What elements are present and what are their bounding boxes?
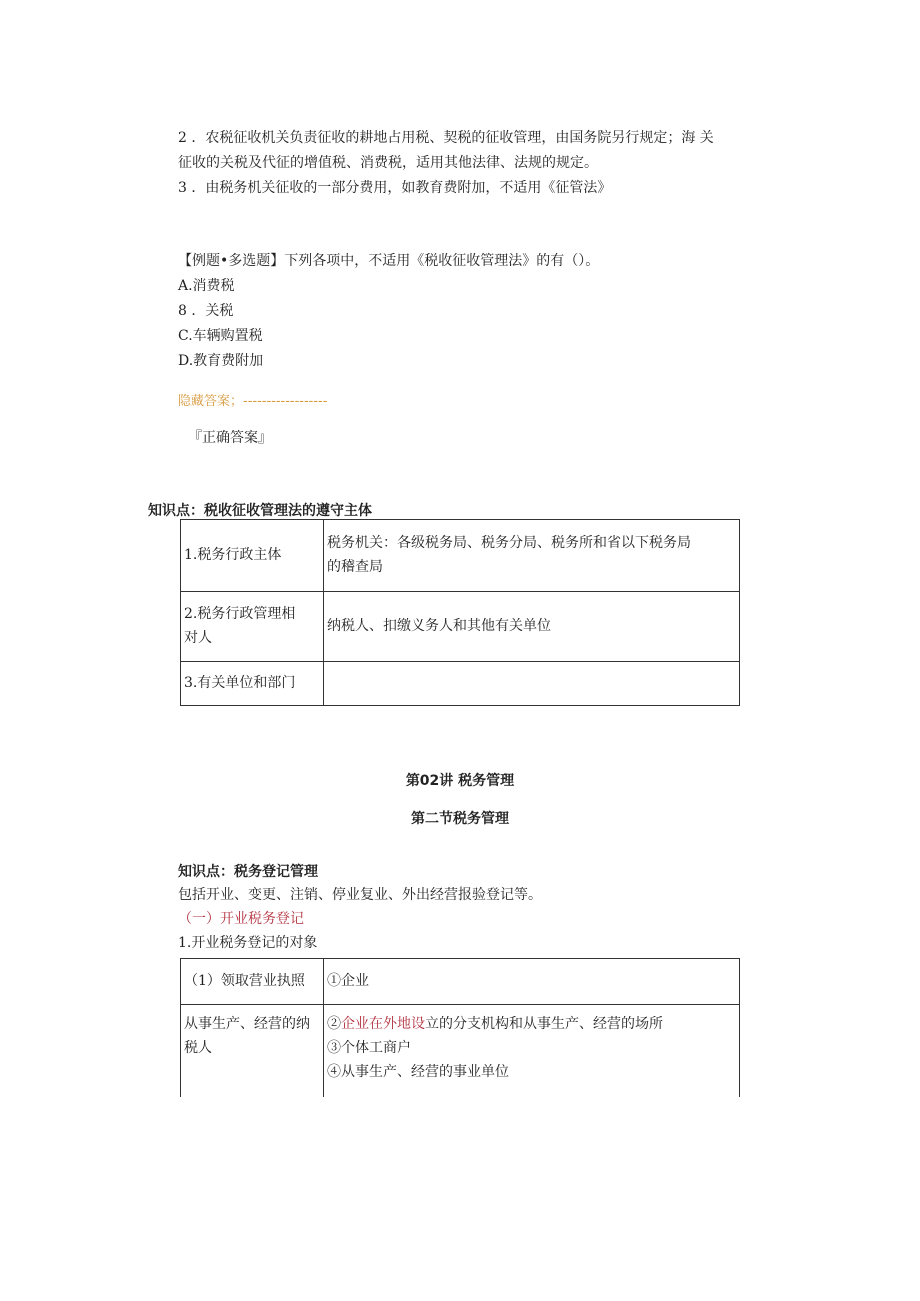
option-d: D.教育费附加 (178, 353, 264, 369)
kp1-title: 知识点：税收征收管理法的遵守主体 (148, 503, 372, 519)
cell-text: ④从事生产、经营的事业单位 (327, 1063, 509, 1080)
cell-text: ①企业 (327, 972, 369, 989)
option-a: A.消费税 (178, 278, 235, 294)
table-row (181, 520, 740, 592)
section-title: 第二节税务管理 (411, 811, 509, 827)
option-c: C.车辆购置税 (178, 328, 263, 344)
cell-text: ② (327, 1016, 341, 1032)
correct-answer-label: 『正确答案』 (188, 430, 272, 446)
kp2-table (180, 958, 740, 1097)
cell-text: （1）领取营业执照 (184, 972, 305, 989)
cell-text: 税务机关：各级税务局、税务分局、税务所和省以下税务局 (327, 534, 691, 551)
table-cell (181, 1005, 324, 1097)
cell-text: 税人 (184, 1039, 212, 1056)
table-cell (324, 662, 740, 706)
cell-text: 2.税务行政管理相 (184, 605, 296, 622)
cell-text: 纳税人、扣缴义务人和其他有关单位 (327, 617, 551, 634)
table-cell (324, 520, 740, 592)
table-row (181, 959, 740, 1005)
table-cell (181, 592, 324, 662)
table-cell (324, 959, 740, 1005)
note-item-2: 2 ．农税征收机关负责征收的耕地占用税、契税的征收管理，由国务院另行规定；海 关 (178, 130, 714, 146)
kp2-item-1: 1.开业税务登记的对象 (178, 935, 318, 951)
cell-text: 从事生产、经营的纳 (184, 1016, 310, 1032)
hide-answer-link[interactable]: 隐藏答案；------------------ (178, 394, 328, 409)
cell-text: ③个体工商户 (327, 1039, 411, 1056)
table-cell (324, 592, 740, 662)
cell-text: 立的分支机构和从事生产、经营的场所 (425, 1016, 663, 1032)
cell-text: 的稽查局 (327, 558, 383, 575)
table-cell (181, 662, 324, 706)
table-cell (324, 1005, 740, 1097)
cell-text: 对人 (184, 629, 212, 646)
table-cell (181, 959, 324, 1005)
table-row (181, 592, 740, 662)
cell-text: 1.税务行政主体 (184, 546, 282, 563)
lecture-title: 第02讲 税务管理 (405, 773, 515, 789)
note-item-3: 3 ．由税务机关征收的一部分费用，如教育费附加，不适用《征管法》 (178, 180, 612, 196)
kp2-title: 知识点：税务登记管理 (178, 864, 318, 880)
kp1-table (180, 519, 740, 706)
kp2-intro: 包括开业、变更、注销、停业复业、外出经营报验登记等。 (178, 887, 542, 903)
example-question: 【例题•多选题】下列各项中，不适用《税收征收管理法》的有（）。 (178, 253, 600, 269)
table-row (181, 662, 740, 706)
option-b: 8 ．关税 (178, 303, 234, 319)
table-cell (181, 520, 324, 592)
highlighted-text: 企业在外地设 (341, 1016, 425, 1032)
cell-text: 3.有关单位和部门 (184, 674, 296, 691)
kp2-sub-heading: （一）开业税务登记 (178, 911, 304, 927)
table-row (181, 1005, 740, 1097)
note-item-2-continued: 征收的关税及代征的增值税、消费税，适用其他法律、法规的规定。 (178, 155, 598, 171)
